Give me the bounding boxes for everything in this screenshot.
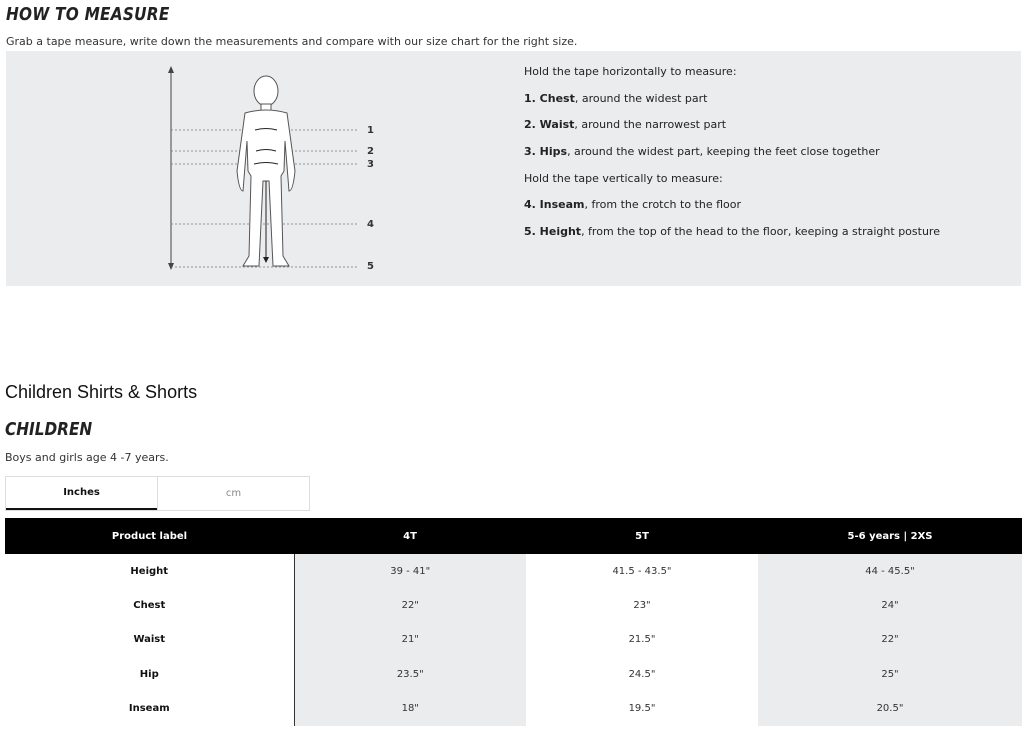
table-row xyxy=(5,657,1022,691)
children-heading: CHILDREN xyxy=(5,419,93,440)
figure-label-1: 1 xyxy=(367,125,374,136)
table-cell: 24.5" xyxy=(526,657,758,691)
header-size-4t: 4T xyxy=(294,518,526,554)
table-header-row xyxy=(5,518,1022,554)
row-label: Height xyxy=(5,554,294,588)
child-figure-illustration xyxy=(161,61,391,276)
instruction-line: 3. Hips, around the widest part, keeping the feet close together xyxy=(524,145,880,159)
header-size-5t: 5T xyxy=(526,518,758,554)
row-label: Chest xyxy=(5,588,294,622)
child-silhouette-icon xyxy=(161,61,391,276)
instruction-line: 5. Height, from the top of the head to the floor, keeping a straight posture xyxy=(524,225,940,239)
table-cell: 23.5" xyxy=(294,657,526,691)
table-cell: 20.5" xyxy=(758,692,1022,726)
instruction-line: 2. Waist, around the narrowest part xyxy=(524,118,727,132)
table-cell: 22" xyxy=(758,623,1022,657)
table-cell: 21" xyxy=(294,623,526,657)
row-label: Inseam xyxy=(5,692,294,726)
table-cell: 44 - 45.5" xyxy=(758,554,1022,588)
figure-label-4: 4 xyxy=(367,219,374,230)
children-subtitle: Boys and girls age 4 -7 years. xyxy=(5,451,169,464)
how-to-measure-subtitle: Grab a tape measure, write down the measurements and compare with our size chart for the right size. xyxy=(6,35,578,48)
instruction-line: 1. Chest, around the widest part xyxy=(524,91,708,105)
table-cell: 19.5" xyxy=(526,692,758,726)
instruction-line: Hold the tape vertically to measure: xyxy=(524,171,723,185)
unit-tab-cm[interactable]: cm xyxy=(157,477,309,510)
figure-label-5: 5 xyxy=(367,261,374,272)
figure-label-2: 2 xyxy=(367,146,374,157)
table-cell: 23" xyxy=(526,588,758,622)
instruction-line: 4. Inseam, from the crotch to the floor xyxy=(524,198,742,212)
table-row xyxy=(5,588,1022,622)
figure-label-3: 3 xyxy=(367,159,374,170)
unit-toggle xyxy=(5,476,310,511)
section-title: Children Shirts & Shorts xyxy=(5,382,198,402)
table-cell: 25" xyxy=(758,657,1022,691)
table-row xyxy=(5,554,1022,588)
measure-instructions xyxy=(524,65,994,252)
instruction-line: Hold the tape horizontally to measure: xyxy=(524,65,737,78)
how-to-measure-title: HOW TO MEASURE xyxy=(6,4,170,25)
header-size-2xs: 5-6 years | 2XS xyxy=(758,518,1022,554)
table-row xyxy=(5,623,1022,657)
size-chart-table xyxy=(5,518,1022,726)
table-cell: 18" xyxy=(294,692,526,726)
table-cell: 22" xyxy=(294,588,526,622)
measure-panel xyxy=(6,51,1021,286)
row-label: Hip xyxy=(5,657,294,691)
unit-tab-inches[interactable]: Inches xyxy=(6,477,157,510)
table-cell: 21.5" xyxy=(526,623,758,657)
table-cell: 41.5 - 43.5" xyxy=(526,554,758,588)
table-row xyxy=(5,692,1022,726)
table-cell: 24" xyxy=(758,588,1022,622)
row-label: Waist xyxy=(5,623,294,657)
table-cell: 39 - 41" xyxy=(294,554,526,588)
header-product-label: Product label xyxy=(5,518,294,554)
